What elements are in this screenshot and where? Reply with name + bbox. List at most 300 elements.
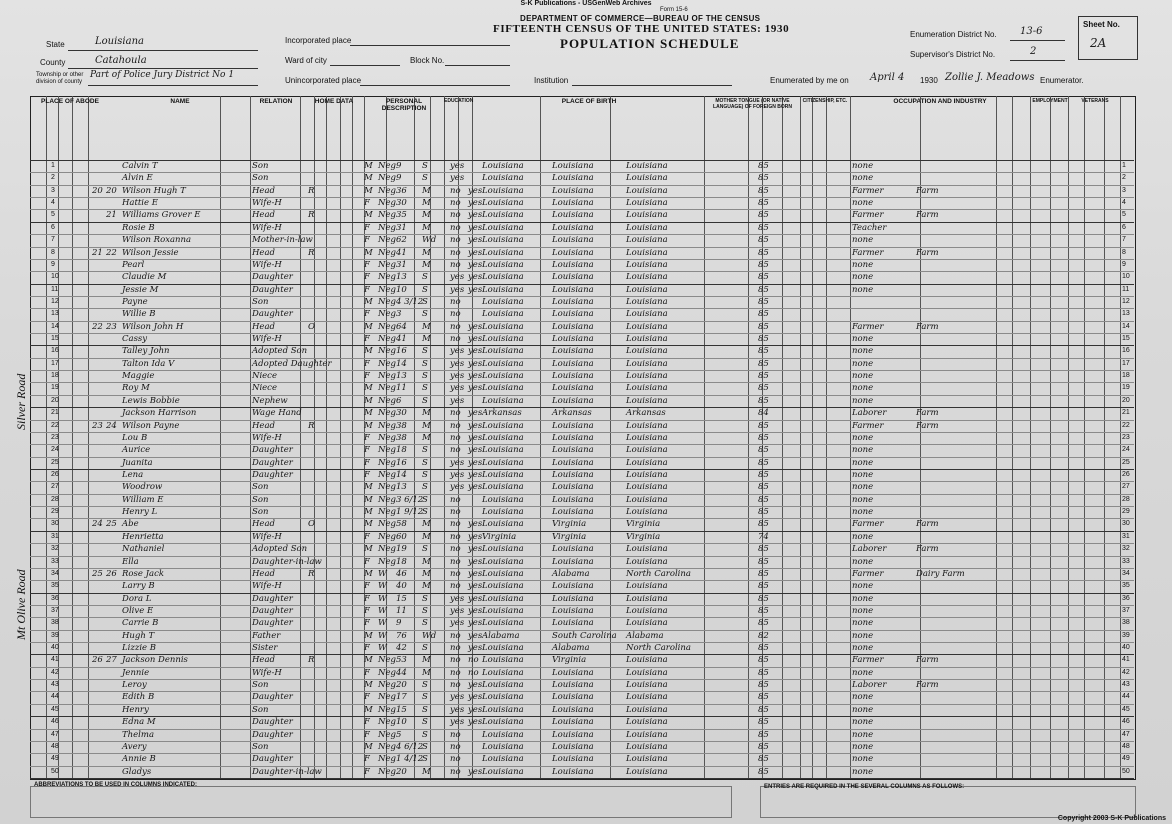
birthplace: Louisiana — [482, 605, 524, 616]
can-read: yes — [468, 717, 483, 728]
group-place-of-abode: PLACE OF ABODE — [41, 98, 99, 105]
mother-birthplace: Louisiana — [626, 667, 668, 678]
school-attendance: yes — [450, 605, 465, 616]
line-number-right: 15 — [1122, 335, 1130, 343]
line-number-right: 17 — [1122, 359, 1130, 367]
father-birthplace: Louisiana — [552, 346, 594, 357]
school-attendance: no — [450, 185, 461, 196]
occupation: Teacher — [852, 222, 887, 233]
abbreviations-title: ABBREVIATIONS TO BE USED IN COLUMNS INDICATED: — [34, 782, 198, 788]
table-row — [30, 420, 1134, 432]
mother-birthplace: Louisiana — [626, 445, 668, 456]
marital-status: M — [422, 531, 431, 542]
line-number: 32 — [51, 545, 59, 553]
person-name: Woodrow — [122, 482, 163, 493]
race: Neg — [378, 667, 396, 678]
table-row — [30, 259, 1134, 271]
line-number-right: 28 — [1122, 495, 1130, 503]
mother-birthplace: Alabama — [626, 630, 664, 641]
father-birthplace: Louisiana — [552, 222, 594, 233]
father-birthplace: Arkansas — [552, 408, 592, 419]
table-row — [30, 704, 1134, 716]
line-number-right: 20 — [1122, 396, 1130, 404]
line-number: 40 — [51, 644, 59, 652]
table-row — [30, 185, 1134, 197]
birthplace: Louisiana — [482, 358, 524, 369]
line-number: 25 — [51, 458, 59, 466]
can-read: no — [468, 667, 479, 678]
person-name: Rosie B — [122, 222, 155, 233]
sex: F — [364, 618, 370, 629]
school-attendance: no — [450, 544, 461, 555]
age: 15 — [396, 704, 407, 715]
line-number-right: 38 — [1122, 619, 1130, 627]
school-attendance: yes — [450, 395, 465, 406]
home-tenure: R — [308, 568, 315, 579]
occupation: none — [852, 334, 874, 345]
father-birthplace: Louisiana — [552, 210, 594, 221]
marital-status: M — [422, 568, 431, 579]
mother-birthplace: Louisiana — [626, 494, 668, 505]
marital-status: M — [422, 222, 431, 233]
person-name: Wilson Hugh T — [122, 185, 186, 196]
industry: Farm — [916, 247, 939, 258]
occupation: none — [852, 272, 874, 283]
mother-birthplace: Louisiana — [626, 247, 668, 258]
sex: M — [364, 395, 373, 406]
age: 35 — [396, 210, 407, 221]
family-number: 26 — [106, 568, 117, 579]
age: 15 — [396, 593, 407, 604]
father-birthplace: Virginia — [552, 519, 587, 530]
can-read: yes — [468, 408, 483, 419]
family-number: 24 — [106, 420, 117, 431]
race: W — [378, 593, 387, 604]
mother-birthplace: Louisiana — [626, 210, 668, 221]
person-name: Claudie M — [122, 272, 167, 283]
school-attendance: no — [450, 630, 461, 641]
birth-code: 85 — [758, 544, 769, 555]
occupation: none — [852, 346, 874, 357]
mother-birthplace: Louisiana — [626, 346, 668, 357]
line-number-right: 16 — [1122, 347, 1130, 355]
can-read: yes — [468, 235, 483, 246]
person-name: Aurice — [122, 445, 151, 456]
school-attendance: yes — [450, 161, 465, 171]
marital-status: M — [422, 198, 431, 209]
sex: M — [364, 346, 373, 357]
birth-code: 85 — [758, 754, 769, 765]
line-number: 18 — [51, 372, 59, 380]
abbreviations-box — [30, 786, 732, 818]
school-attendance: yes — [450, 593, 465, 604]
mother-birthplace: Louisiana — [626, 507, 668, 518]
census-title: FIFTEENTH CENSUS OF THE UNITED STATES: 1930 — [493, 23, 790, 35]
group-citizenship: CITIZENSHIP, ETC. — [802, 98, 848, 104]
line-number-right: 39 — [1122, 631, 1130, 639]
line-number: 39 — [51, 631, 59, 639]
birth-code: 85 — [758, 568, 769, 579]
birthplace: Arkansas — [482, 408, 522, 419]
marital-status: S — [422, 680, 428, 691]
race: Neg — [378, 729, 396, 740]
marital-status: M — [422, 210, 431, 221]
school-attendance: no — [450, 680, 461, 691]
birthplace: Louisiana — [482, 334, 524, 345]
line-number: 10 — [51, 273, 59, 281]
relation: Daughter — [252, 754, 293, 765]
birth-code: 85 — [758, 198, 769, 209]
father-birthplace: Louisiana — [552, 544, 594, 555]
line-number: 50 — [51, 767, 59, 775]
relation: Son — [252, 507, 269, 518]
person-name: Hattie E — [122, 198, 158, 209]
birth-code: 85 — [758, 432, 769, 443]
table-row — [30, 308, 1134, 320]
school-attendance: yes — [450, 346, 465, 357]
birthplace: Louisiana — [482, 272, 524, 283]
sex: M — [364, 161, 373, 171]
sex: M — [364, 741, 373, 752]
can-read: yes — [468, 383, 483, 394]
can-read: yes — [468, 321, 483, 332]
person-name: Henry — [122, 704, 149, 715]
birthplace: Louisiana — [482, 445, 524, 456]
line-number-right: 18 — [1122, 372, 1130, 380]
school-attendance: yes — [450, 470, 465, 480]
birthplace: Louisiana — [482, 568, 524, 579]
home-tenure: O — [308, 519, 315, 530]
person-name: Rose Jack — [122, 568, 164, 579]
sex: F — [364, 284, 370, 295]
race: Neg — [378, 161, 396, 171]
line-number-right: 23 — [1122, 433, 1130, 441]
copyright-notice: Copyright 2003 S-K Publications — [1057, 815, 1166, 822]
mother-birthplace: Louisiana — [626, 729, 668, 740]
sex: F — [364, 259, 370, 270]
industry: Farm — [916, 210, 939, 221]
line-number-right: 32 — [1122, 545, 1130, 553]
occupation: none — [852, 618, 874, 629]
person-name: Leroy — [122, 680, 147, 691]
line-number: 8 — [51, 248, 55, 256]
birthplace: Louisiana — [482, 766, 524, 777]
line-number: 7 — [51, 236, 55, 244]
birthplace: Louisiana — [482, 470, 524, 480]
can-read: yes — [468, 259, 483, 270]
occupation: none — [852, 704, 874, 715]
age: 11 — [396, 605, 407, 616]
industry: Farm — [916, 420, 939, 431]
person-name: Larry B — [122, 581, 155, 592]
birth-code: 85 — [758, 222, 769, 233]
can-read: yes — [468, 544, 483, 555]
relation: Wife-H — [252, 581, 282, 592]
relation: Son — [252, 161, 269, 171]
father-birthplace: Louisiana — [552, 272, 594, 283]
line-number: 4 — [51, 199, 55, 207]
age: 18 — [396, 445, 407, 456]
birthplace: Louisiana — [482, 371, 524, 382]
sex: F — [364, 692, 370, 703]
table-row — [30, 679, 1134, 691]
supervisor-value: 2 — [1030, 46, 1037, 57]
line-number: 36 — [51, 594, 59, 602]
table-row — [30, 556, 1134, 568]
father-birthplace: Louisiana — [552, 507, 594, 518]
line-number-right: 8 — [1122, 248, 1126, 256]
table-row — [30, 691, 1134, 703]
birth-code: 85 — [758, 482, 769, 493]
age: 62 — [396, 235, 407, 246]
line-number: 16 — [51, 347, 59, 355]
school-attendance: no — [450, 568, 461, 579]
father-birthplace: Louisiana — [552, 358, 594, 369]
mother-birthplace: Virginia — [626, 519, 661, 530]
mother-birthplace: Louisiana — [626, 605, 668, 616]
person-name: Dora L — [122, 593, 152, 604]
group-employment: EMPLOYMENT — [1032, 98, 1068, 104]
birthplace: Louisiana — [482, 173, 524, 184]
sex: M — [364, 494, 373, 505]
race: W — [378, 568, 387, 579]
father-birthplace: Louisiana — [552, 235, 594, 246]
mother-birthplace: Louisiana — [626, 432, 668, 443]
can-read: yes — [468, 185, 483, 196]
father-birthplace: Louisiana — [552, 198, 594, 209]
table-row — [30, 469, 1134, 481]
table-row — [30, 345, 1134, 357]
line-number-right: 33 — [1122, 557, 1130, 565]
unincorporated-label: Unincorporated place — [285, 76, 362, 85]
father-birthplace: Louisiana — [552, 420, 594, 431]
line-number: 31 — [51, 532, 59, 540]
group-place-of-birth: PLACE OF BIRTH — [561, 98, 617, 105]
group-education: EDUCATION — [444, 98, 474, 104]
father-birthplace: Louisiana — [552, 729, 594, 740]
school-attendance: no — [450, 531, 461, 542]
person-name: Payne — [122, 296, 148, 307]
family-number: 23 — [106, 321, 117, 332]
line-number-right: 14 — [1122, 322, 1130, 330]
line-number-right: 35 — [1122, 582, 1130, 590]
dwelling-number: 25 — [92, 568, 103, 579]
table-row — [30, 716, 1134, 728]
mother-birthplace: Louisiana — [626, 272, 668, 283]
race: Neg — [378, 766, 396, 777]
home-tenure: R — [308, 247, 315, 258]
school-attendance: yes — [450, 272, 465, 283]
side-note-road-2: Mt Olive Road — [14, 569, 28, 640]
person-name: Thelma — [122, 729, 155, 740]
age: 14 — [396, 470, 407, 480]
can-read: yes — [468, 247, 483, 258]
age: 1 4/12 — [396, 754, 424, 765]
can-read: yes — [468, 482, 483, 493]
group-home-data: HOME DATA — [314, 98, 354, 105]
line-number-right: 2 — [1122, 174, 1126, 182]
school-attendance: no — [450, 432, 461, 443]
table-row — [30, 370, 1134, 382]
table-row — [30, 766, 1134, 778]
age: 38 — [396, 432, 407, 443]
father-birthplace: Alabama — [552, 643, 590, 654]
sex: F — [364, 605, 370, 616]
mother-birthplace: North Carolina — [626, 643, 691, 654]
occupation: Farmer — [852, 210, 884, 221]
school-attendance: no — [450, 259, 461, 270]
school-attendance: no — [450, 321, 461, 332]
birth-code: 85 — [758, 210, 769, 221]
can-read: yes — [468, 432, 483, 443]
birthplace: Louisiana — [482, 593, 524, 604]
family-number: 21 — [106, 210, 117, 221]
race: Neg — [378, 655, 396, 666]
sex: M — [364, 173, 373, 184]
occupation: none — [852, 643, 874, 654]
birth-code: 85 — [758, 296, 769, 307]
can-read: yes — [468, 272, 483, 283]
school-attendance: no — [450, 420, 461, 431]
marital-status: S — [422, 309, 428, 320]
occupation: none — [852, 235, 874, 246]
birthplace: Alabama — [482, 630, 520, 641]
sex: F — [364, 754, 370, 765]
birth-code: 85 — [758, 692, 769, 703]
age: 4 6/12 — [396, 741, 424, 752]
birth-code: 85 — [758, 420, 769, 431]
age: 13 — [396, 371, 407, 382]
school-attendance: yes — [450, 704, 465, 715]
occupation: Laborer — [852, 680, 887, 691]
birth-code: 85 — [758, 185, 769, 196]
sex: F — [364, 457, 370, 468]
occupation: none — [852, 395, 874, 406]
age: 9 — [396, 618, 402, 629]
race: Neg — [378, 680, 396, 691]
line-number: 28 — [51, 495, 59, 503]
enum-district-value: 13-6 — [1020, 26, 1043, 37]
birthplace: Louisiana — [482, 309, 524, 320]
industry: Dairy Farm — [916, 568, 965, 579]
line-number: 6 — [51, 223, 55, 231]
line-number-right: 22 — [1122, 421, 1130, 429]
person-name: Willie B — [122, 309, 156, 320]
line-number-right: 46 — [1122, 718, 1130, 726]
relation: Daughter — [252, 729, 293, 740]
ward-label: Ward of city — [285, 56, 327, 65]
line-number: 37 — [51, 606, 59, 614]
father-birthplace: Louisiana — [552, 482, 594, 493]
can-read: yes — [468, 358, 483, 369]
person-name: Talton Ida V — [122, 358, 175, 369]
line-number-right: 47 — [1122, 730, 1130, 738]
age: 30 — [396, 198, 407, 209]
occupation: none — [852, 173, 874, 184]
entries-box — [760, 786, 1136, 818]
marital-status: S — [422, 618, 428, 629]
school-attendance: yes — [450, 482, 465, 493]
person-name: Edith B — [122, 692, 155, 703]
occupation: none — [852, 432, 874, 443]
race: Neg — [378, 420, 396, 431]
occupation: Farmer — [852, 247, 884, 258]
school-attendance: no — [450, 334, 461, 345]
person-name: Lewis Bobbie — [122, 395, 180, 406]
sex: M — [364, 544, 373, 555]
birthplace: Louisiana — [482, 544, 524, 555]
relation: Adopted Daughter — [252, 358, 332, 369]
age: 58 — [396, 519, 407, 530]
race: Neg — [378, 272, 396, 283]
birthplace: Louisiana — [482, 507, 524, 518]
occupation: none — [852, 457, 874, 468]
race: Neg — [378, 296, 396, 307]
school-attendance: no — [450, 754, 461, 765]
birthplace: Louisiana — [482, 643, 524, 654]
race: Neg — [378, 692, 396, 703]
age: 44 — [396, 667, 407, 678]
father-birthplace: Louisiana — [552, 395, 594, 406]
relation: Son — [252, 741, 269, 752]
relation: Niece — [252, 371, 277, 382]
person-name: Maggie — [122, 371, 155, 382]
birthplace: Louisiana — [482, 346, 524, 357]
relation: Wife-H — [252, 334, 282, 345]
birth-code: 85 — [758, 667, 769, 678]
marital-status: M — [422, 556, 431, 567]
township-value: Part of Police Jury District No 1 — [90, 70, 235, 80]
relation: Head — [252, 420, 275, 431]
can-read: yes — [468, 568, 483, 579]
line-number-right: 41 — [1122, 656, 1130, 664]
sex: F — [364, 235, 370, 246]
line-number-right: 13 — [1122, 310, 1130, 318]
sheet-number-label: Sheet No. — [1083, 20, 1120, 29]
line-number: 20 — [51, 396, 59, 404]
birthplace: Louisiana — [482, 457, 524, 468]
line-number: 49 — [51, 755, 59, 763]
line-number: 43 — [51, 681, 59, 689]
age: 1 9/12 — [396, 507, 424, 518]
birth-code: 85 — [758, 507, 769, 518]
birth-code: 85 — [758, 655, 769, 666]
father-birthplace: Louisiana — [552, 309, 594, 320]
supervisor-label: Supervisor's District No. — [910, 50, 996, 59]
race: W — [378, 630, 387, 641]
father-birthplace: Louisiana — [552, 259, 594, 270]
race: Neg — [378, 704, 396, 715]
sex: F — [364, 198, 370, 209]
birth-code: 85 — [758, 334, 769, 345]
school-attendance: no — [450, 494, 461, 505]
line-number: 34 — [51, 569, 59, 577]
birth-code: 85 — [758, 309, 769, 320]
relation: Daughter — [252, 272, 293, 283]
person-name: Jennie — [122, 667, 150, 678]
relation: Head — [252, 519, 275, 530]
father-birthplace: Louisiana — [552, 667, 594, 678]
mother-birthplace: Louisiana — [626, 618, 668, 629]
sex: F — [364, 309, 370, 320]
can-read: yes — [468, 519, 483, 530]
incorporated-place-label: Incorporated place — [285, 36, 352, 45]
person-name: Williams Grover E — [122, 210, 201, 221]
person-name: Wilson John H — [122, 321, 184, 332]
industry: Farm — [916, 321, 939, 332]
mother-birthplace: Louisiana — [626, 358, 668, 369]
birth-code: 85 — [758, 593, 769, 604]
